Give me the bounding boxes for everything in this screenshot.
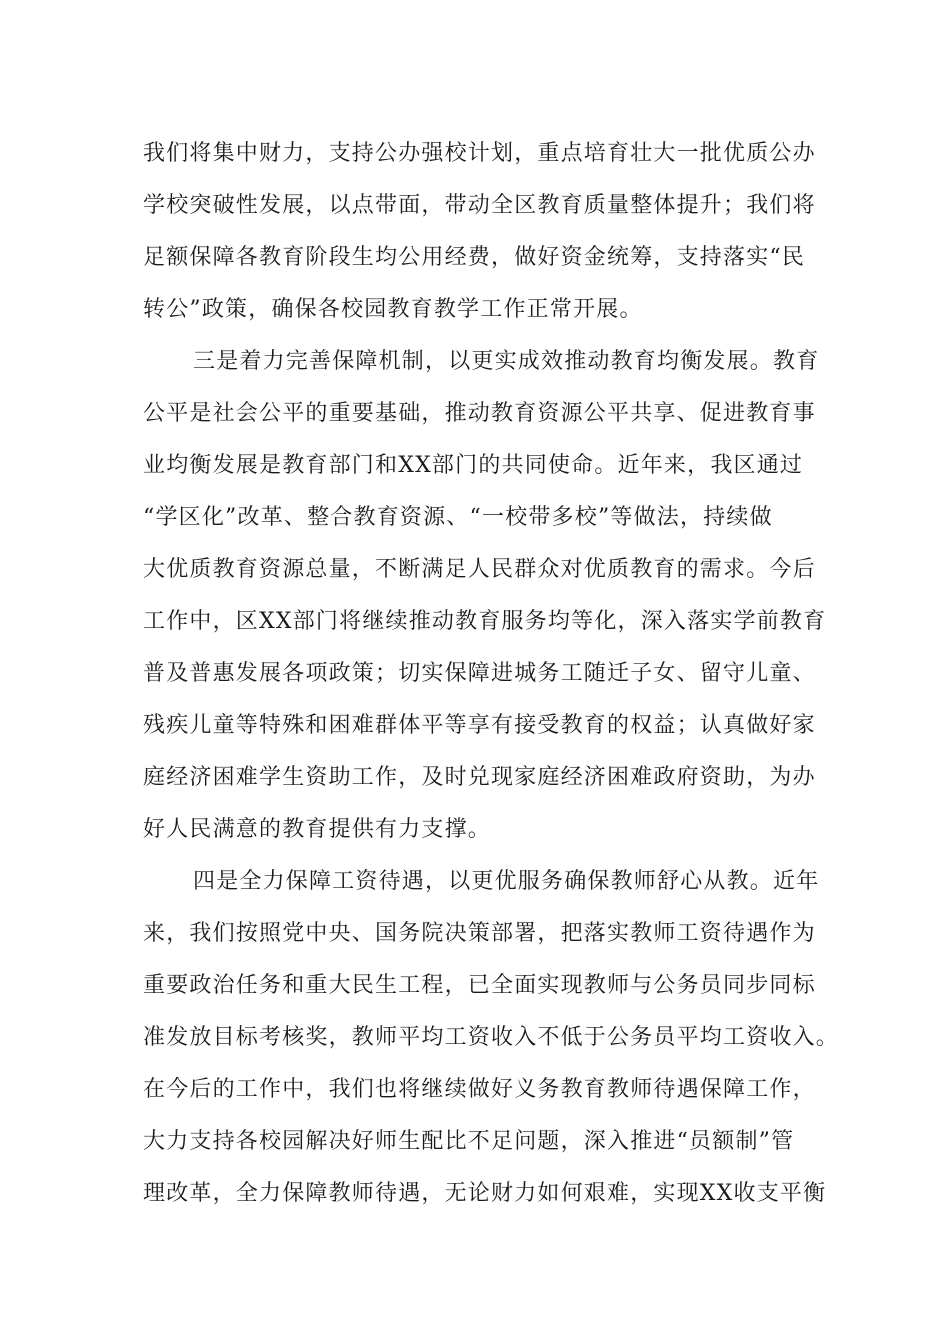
text-line: 工作中，区XX部门将继续推动教育服务均等化，深入落实学前教育 <box>143 609 827 634</box>
text-line: 大优质教育资源总量，不断满足人民群众对优质教育的需求。今后 <box>143 557 816 582</box>
paragraph-start-line: 四是全力保障工资待遇，以更优服务确保教师舒心从教。近年 <box>193 869 820 894</box>
text-line: 大力支持各校园解决好师生配比不足问题，深入推进“员额制”管 <box>143 1129 795 1154</box>
body-text <box>143 128 840 1220</box>
text-line: 在今后的工作中，我们也将继续做好义务教育教师待遇保障工作， <box>143 1077 816 1102</box>
text-line: 重要政治任务和重大民生工程，已全面实现教师与公务员同步同标 <box>143 973 816 998</box>
text-line: 业均衡发展是教育部门和XX部门的共同使命。近年来，我区通过 <box>143 453 804 478</box>
text-line: 残疾儿童等特殊和困难群体平等享有接受教育的权益；认真做好家 <box>143 713 816 738</box>
text-line: “学区化”改革、整合教育资源、“一校带多校”等做法，持续做 <box>143 505 773 530</box>
text-line: 转公”政策，确保各校园教育教学工作正常开展。 <box>143 297 643 322</box>
text-line: 我们将集中财力，支持公办强校计划，重点培育壮大一批优质公办 <box>143 141 816 166</box>
text-line: 普及普惠发展各项政策；切实保障进城务工随迁子女、留守儿童、 <box>143 661 816 686</box>
text-line: 准发放目标考核奖，教师平均工资收入不低于公务员平均工资收入。 <box>143 1025 840 1050</box>
text-line: 学校突破性发展，以点带面，带动全区教育质量整体提升；我们将 <box>143 193 816 218</box>
paragraph-start-line: 三是着力完善保障机制，以更实成效推动教育均衡发展。教育 <box>193 349 820 374</box>
text-line: 公平是社会公平的重要基础，推动教育资源公平共享、促进教育事 <box>143 401 816 426</box>
text-line: 足额保障各教育阶段生均公用经费，做好资金统筹，支持落实“民 <box>143 245 806 270</box>
text-line: 庭经济困难学生资助工作，及时兑现家庭经济困难政府资助，为办 <box>143 765 816 790</box>
text-line: 好人民满意的教育提供有力支撑。 <box>143 817 492 842</box>
text-line: 来，我们按照党中央、国务院决策部署，把落实教师工资待遇作为 <box>143 921 816 946</box>
text-line: 理改革，全力保障教师待遇，无论财力如何艰难，实现XX收支平衡 <box>143 1181 827 1206</box>
